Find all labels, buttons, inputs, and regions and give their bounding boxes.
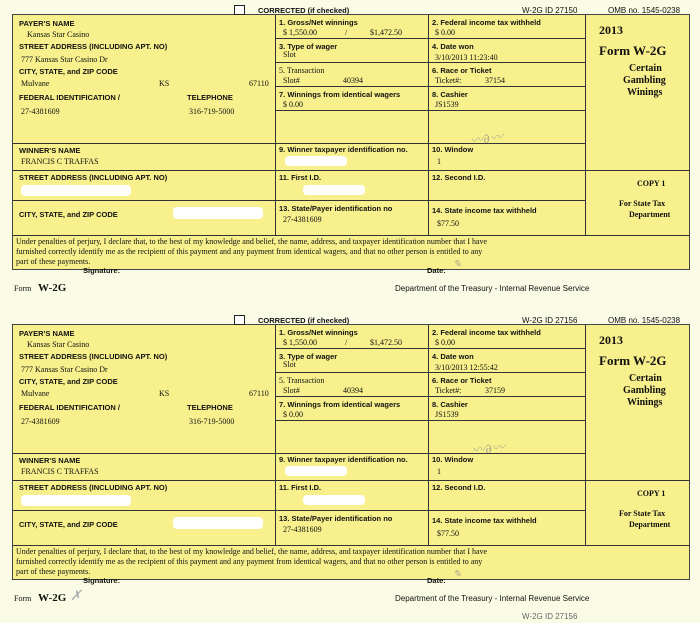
box6-label: 6. Race or Ticket: [432, 66, 492, 75]
box4-value: 3/10/2013 12:55:42: [435, 363, 498, 372]
box9-label: 9. Winner taxpayer identification no.: [279, 145, 408, 154]
box10-label: 10. Window: [432, 145, 474, 154]
box10-value: 1: [437, 467, 441, 476]
signature-label: Signature:: [83, 266, 121, 275]
box14-label: 14. State income tax withheld: [432, 206, 537, 215]
box5-label: 5. Transaction: [279, 376, 325, 385]
box1-slash: /: [345, 338, 348, 347]
fed-id: 27-4381609: [21, 417, 60, 426]
winner-name: FRANCIS C TRAFFAS: [21, 467, 99, 476]
phone: 316-719-5000: [189, 417, 235, 426]
w2g-form-1: [0, 0, 700, 306]
box1-gross: $ 1,550.00: [283, 338, 317, 347]
phone-label: TELEPHONE: [187, 403, 233, 412]
box13-label: 13. State/Payer identification no: [279, 204, 393, 213]
box6-type: Ticket#:: [435, 76, 462, 85]
box4-label: 4. Date won: [432, 352, 474, 361]
handwritten-date-icon: ✎: [453, 569, 462, 580]
footer-w2g: W-2G: [38, 592, 67, 604]
box5-label: 5. Transaction: [279, 66, 325, 75]
handwritten-date-icon: ✎: [453, 259, 462, 270]
perjury-line-3: part of these payments.: [16, 567, 91, 576]
form-subtitle-1: Certain: [629, 373, 662, 384]
form-subtitle-2: Gambling: [623, 385, 666, 396]
winner-street-label: STREET ADDRESS (INCLUDING APT. NO): [19, 483, 168, 492]
corrected-label: CORRECTED (if checked): [258, 6, 350, 15]
box13-value: 27-4381609: [283, 215, 322, 224]
box1-net: $1,472.50: [370, 28, 402, 37]
copy-sub-2: Department: [629, 210, 671, 219]
box13-label: 13. State/Payer identification no: [279, 514, 393, 523]
box4-value: 3/10/2013 11:23:40: [435, 53, 498, 62]
box6-label: 6. Race or Ticket: [432, 376, 492, 385]
form-subtitle-2: Gambling: [623, 75, 666, 86]
perjury-line-1: Under penalties of perjury, I declare that, to the best of my knowledge and belief, the name, address, and taxpayer identification number that I have: [16, 547, 488, 556]
box1-gross: $ 1,550.00: [283, 28, 317, 37]
form-subtitle-3: Winings: [627, 397, 663, 408]
phone-label: TELEPHONE: [187, 93, 233, 102]
payer-name: Kansas Star Casino: [27, 30, 90, 39]
corrected-checkbox[interactable]: [234, 5, 245, 15]
footer-form-label: Form: [14, 284, 32, 293]
box1-label: 1. Gross/Net winnings: [279, 328, 358, 337]
fed-id: 27-4381609: [21, 107, 60, 116]
form-title: Form W-2G: [599, 353, 667, 368]
payer-city: Mulvane: [21, 79, 50, 88]
payer-zip: 67110: [249, 389, 269, 398]
street-label: STREET ADDRESS (INCLUDING APT. NO): [19, 352, 168, 361]
redaction: [21, 495, 131, 506]
box6-type: Ticket#:: [435, 386, 462, 395]
phone: 316-719-5000: [189, 107, 235, 116]
city-label: CITY, STATE, and ZIP CODE: [19, 377, 118, 386]
date-label: Date:: [427, 266, 446, 275]
box11-label: 11. First I.D.: [279, 173, 322, 182]
box2-label: 2. Federal income tax withheld: [432, 18, 541, 27]
box14-value: $77.50: [437, 529, 459, 538]
fed-id-label: FEDERAL IDENTIFICATION /: [19, 403, 120, 412]
box3-value: Slot: [283, 50, 296, 59]
box5-type: Slot#: [283, 76, 300, 85]
payer-zip: 67110: [249, 79, 269, 88]
box2-value: $ 0.00: [435, 28, 455, 37]
redaction: [173, 517, 263, 529]
redaction: [285, 466, 347, 476]
box8-label: 8. Cashier: [432, 400, 468, 409]
box5-type: Slot#: [283, 386, 300, 395]
fed-id-label: FEDERAL IDENTIFICATION /: [19, 93, 120, 102]
box2-value: $ 0.00: [435, 338, 455, 347]
handwritten-note-icon: 〰∂〰: [469, 129, 504, 150]
box5-num: 40394: [343, 386, 363, 395]
box7-value: $ 0.00: [283, 410, 303, 419]
perjury-line-2: furnished correctly identify me as the recipient of this payment and any payment from identical wagers, and that no other person is entitled to any: [16, 247, 483, 256]
winner-name: FRANCIS C TRAFFAS: [21, 157, 99, 166]
w2g-id: W-2G ID 27150: [522, 6, 578, 15]
box7-label: 7. Winnings from identical wagers: [279, 90, 401, 99]
box13-value: 27-4381609: [283, 525, 322, 534]
box2-label: 2. Federal income tax withheld: [432, 328, 541, 337]
perjury-line-3: part of these payments.: [16, 257, 91, 266]
omb-number: OMB no. 1545-0238: [608, 6, 681, 15]
payer-state: KS: [159, 389, 170, 398]
redaction: [21, 185, 131, 196]
box8-value: JS1539: [435, 410, 459, 419]
footer-w2g: W-2G: [38, 282, 67, 294]
payer-street: 777 Kansas Star Casino Dr: [21, 365, 108, 374]
copy-sub-2: Department: [629, 520, 671, 529]
payer-state: KS: [159, 79, 170, 88]
winner-street-label: STREET ADDRESS (INCLUDING APT. NO): [19, 173, 168, 182]
omb-number: OMB no. 1545-0238: [608, 316, 681, 325]
box12-label: 12. Second I.D.: [432, 483, 486, 492]
box1-slash: /: [345, 28, 348, 37]
handwritten-note-icon: 〰∂〰: [471, 440, 506, 459]
box1-net: $1,472.50: [370, 338, 402, 347]
footer-dept: Department of the Treasury - Internal Revenue Service: [395, 594, 590, 603]
city-label: CITY, STATE, and ZIP CODE: [19, 67, 118, 76]
tax-year: 2013: [599, 23, 623, 37]
copy-sub-1: For State Tax: [619, 509, 666, 518]
w2g-form-2: [0, 310, 700, 616]
date-label: Date:: [427, 576, 446, 585]
payer-city: Mulvane: [21, 389, 50, 398]
box1-label: 1. Gross/Net winnings: [279, 18, 358, 27]
box10-label: 10. Window: [432, 455, 474, 464]
payer-name: Kansas Star Casino: [27, 340, 90, 349]
winner-city-label: CITY, STATE, and ZIP CODE: [19, 210, 118, 219]
box14-label: 14. State income tax withheld: [432, 516, 537, 525]
w2g-id: W-2G ID 27156: [522, 316, 578, 325]
form-title: Form W-2G: [599, 43, 667, 58]
footer-form-label: Form: [14, 594, 32, 603]
box5-num: 40394: [343, 76, 363, 85]
form-subtitle-3: Winings: [627, 87, 663, 98]
box14-value: $77.50: [437, 219, 459, 228]
winner-city-label: CITY, STATE, and ZIP CODE: [19, 520, 118, 529]
box6-num: 37154: [485, 76, 505, 85]
payer-name-label: PAYER'S NAME: [19, 19, 75, 28]
redaction: [303, 495, 365, 505]
perjury-line-1: Under penalties of perjury, I declare that, to the best of my knowledge and belief, the name, address, and taxpayer identification number that I have: [16, 237, 488, 246]
copy-sub-1: For State Tax: [619, 199, 666, 208]
redaction: [303, 185, 365, 195]
perjury-line-2: furnished correctly identify me as the recipient of this payment and any payment from identical wagers, and that no other person is entitled to any: [16, 557, 483, 566]
form-subtitle-1: Certain: [629, 63, 662, 74]
street-label: STREET ADDRESS (INCLUDING APT. NO): [19, 42, 168, 51]
box8-value: JS1539: [435, 100, 459, 109]
bottom-w2g-id: W-2G ID 27156: [522, 612, 578, 621]
handwritten-mark-icon: ✗: [70, 588, 82, 604]
payer-name-label: PAYER'S NAME: [19, 329, 75, 338]
box12-label: 12. Second I.D.: [432, 173, 486, 182]
box7-label: 7. Winnings from identical wagers: [279, 400, 401, 409]
signature-label: Signature:: [83, 576, 121, 585]
redaction: [173, 207, 263, 219]
box11-label: 11. First I.D.: [279, 483, 322, 492]
corrected-checkbox[interactable]: [234, 315, 245, 325]
box3-label: 3. Type of wager: [279, 352, 338, 361]
redaction: [285, 156, 347, 166]
footer-dept: Department of the Treasury - Internal Revenue Service: [395, 284, 590, 293]
tax-year: 2013: [599, 333, 623, 347]
payer-street: 777 Kansas Star Casino Dr: [21, 55, 108, 64]
copy-label: COPY 1: [637, 489, 666, 498]
box8-label: 8. Cashier: [432, 90, 468, 99]
winner-name-label: WINNER'S NAME: [19, 146, 81, 155]
box6-num: 37159: [485, 386, 505, 395]
box10-value: 1: [437, 157, 441, 166]
box7-value: $ 0.00: [283, 100, 303, 109]
winner-name-label: WINNER'S NAME: [19, 456, 81, 465]
box3-value: Slot: [283, 360, 296, 369]
corrected-label: CORRECTED (if checked): [258, 316, 350, 325]
form-body: [12, 324, 690, 585]
copy-label: COPY 1: [637, 179, 666, 188]
form-body: [12, 14, 690, 275]
box3-label: 3. Type of wager: [279, 42, 338, 51]
box4-label: 4. Date won: [432, 42, 474, 51]
box9-label: 9. Winner taxpayer identification no.: [279, 455, 408, 464]
